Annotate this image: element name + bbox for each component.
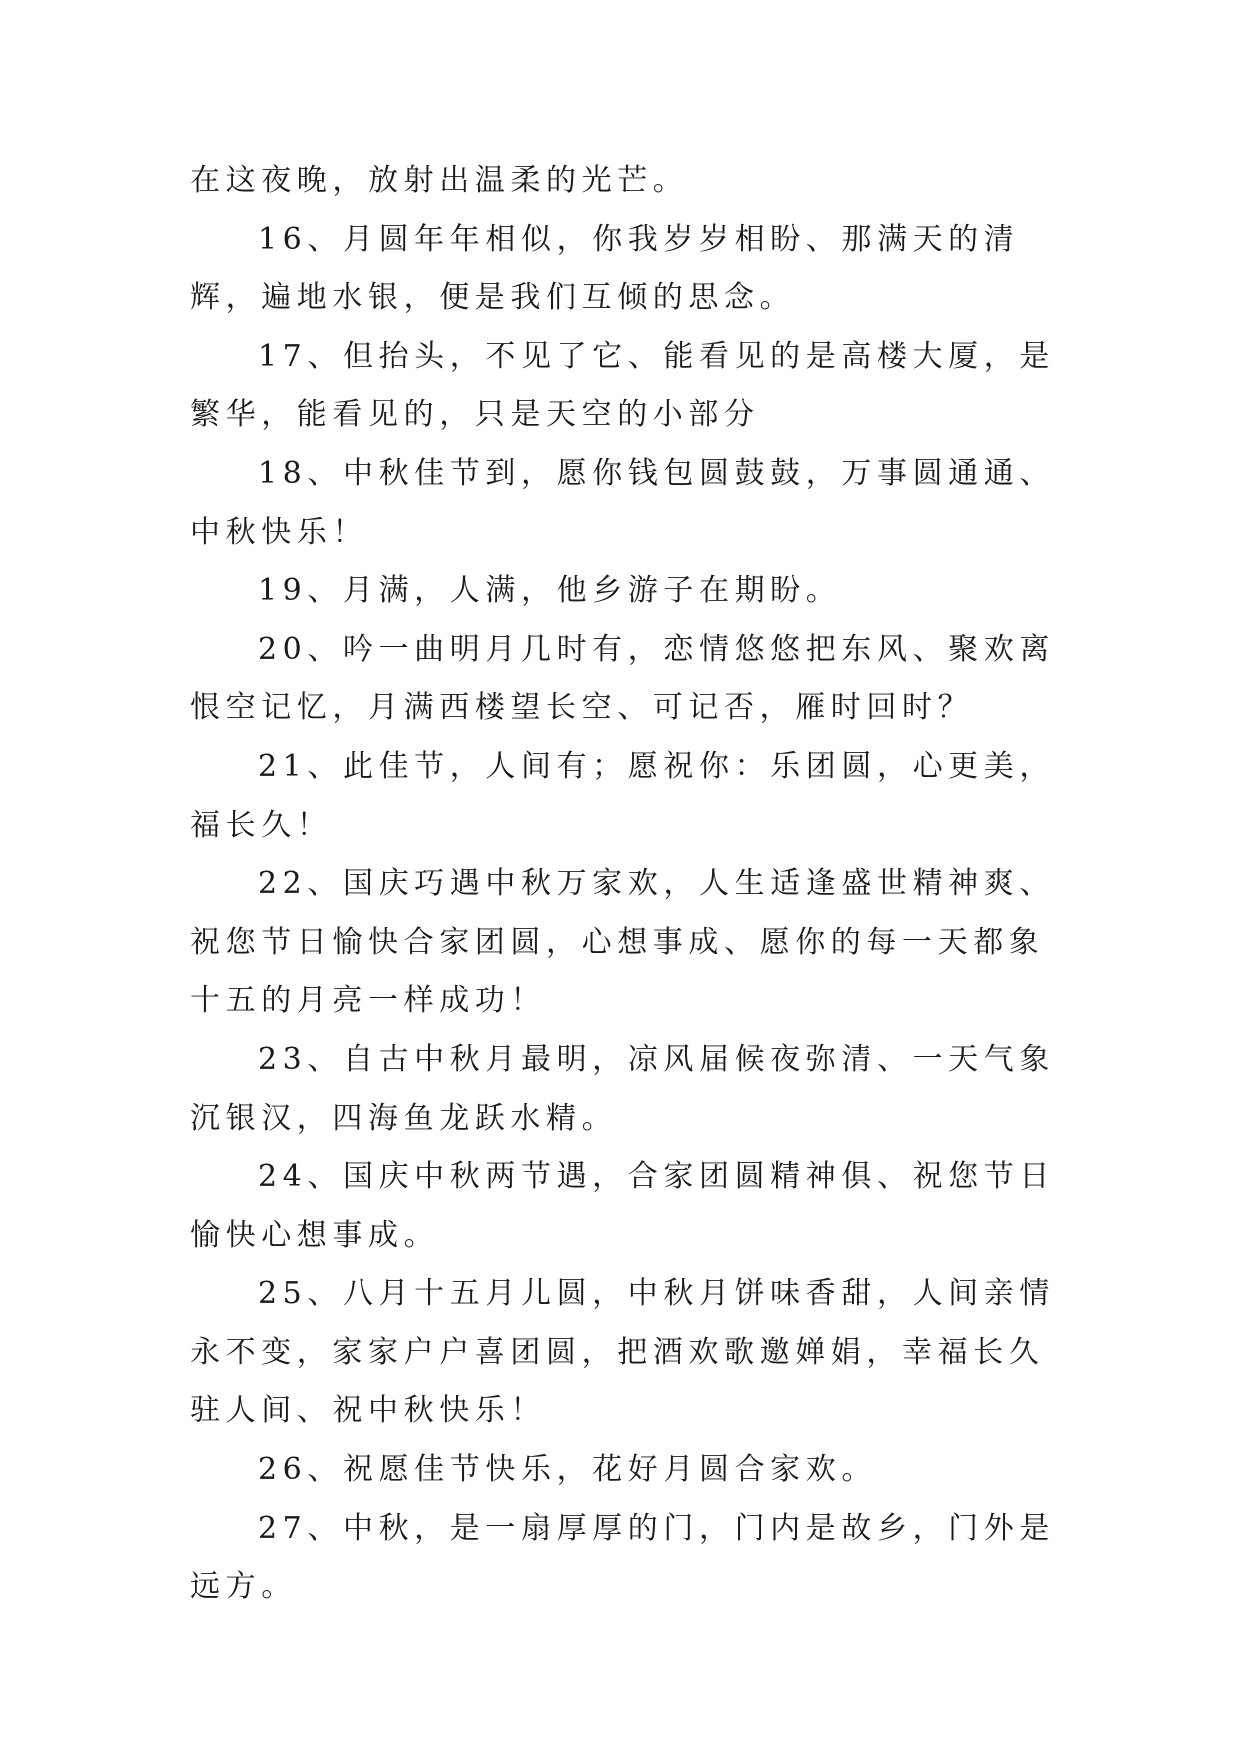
paragraph-item-21: 21、此佳节，人间有；愿祝你：乐团圆，心更美，福长久！: [190, 748, 1055, 843]
paragraph-item-16: 16、月圆年年相似，你我岁岁相盼、那满天的清辉，遍地水银，便是我们互倾的思念。: [190, 221, 1020, 316]
paragraph-item-26: 26、祝愿佳节快乐，花好月圆合家欢。: [258, 1452, 877, 1488]
paragraph-item-20: 20、吟一曲明月几时有，恋情悠悠把东风、聚欢离恨空记忆，月满西楼望长空、可记否，雁时回时？: [190, 631, 1055, 726]
document-body: [190, 152, 1070, 1617]
paragraph-item-17: 17、但抬头，不见了它、能看见的是高楼大厦，是繁华，能看见的，只是天空的小部分: [190, 338, 1055, 433]
paragraph-item-22: 22、国庆巧遇中秋万家欢，人生适逢盛世精神爽、祝您节日愉快合家团圆，心想事成、愿你的每一天都象十五的月亮一样成功！: [190, 866, 1055, 1019]
paragraph-continuation: 在这夜晚，放射出温柔的光芒。: [190, 163, 689, 198]
paragraph-item-18: 18、中秋佳节到，愿你钱包圆鼓鼓，万事圆通通、中秋快乐！: [190, 455, 1055, 550]
paragraph-item-19: 19、月满，人满，他乡游子在期盼。: [258, 573, 842, 609]
paragraph-item-23: 23、自古中秋月最明，凉风届候夜弥清、一天气象沉银汉，四海鱼龙跃水精。: [190, 1041, 1055, 1136]
paragraph-item-25: 25、八月十五月儿圆，中秋月饼味香甜，人间亲情永不变，家家户户喜团圆，把酒欢歌邀婵娟，幸福长久驻人间、祝中秋快乐！: [190, 1276, 1055, 1429]
paragraph-item-27: 27、中秋，是一扇厚厚的门，门内是故乡，门外是远方。: [190, 1510, 1055, 1605]
paragraph-item-24: 24、国庆中秋两节遇，合家团圆精神俱、祝您节日愉快心想事成。: [190, 1159, 1055, 1253]
